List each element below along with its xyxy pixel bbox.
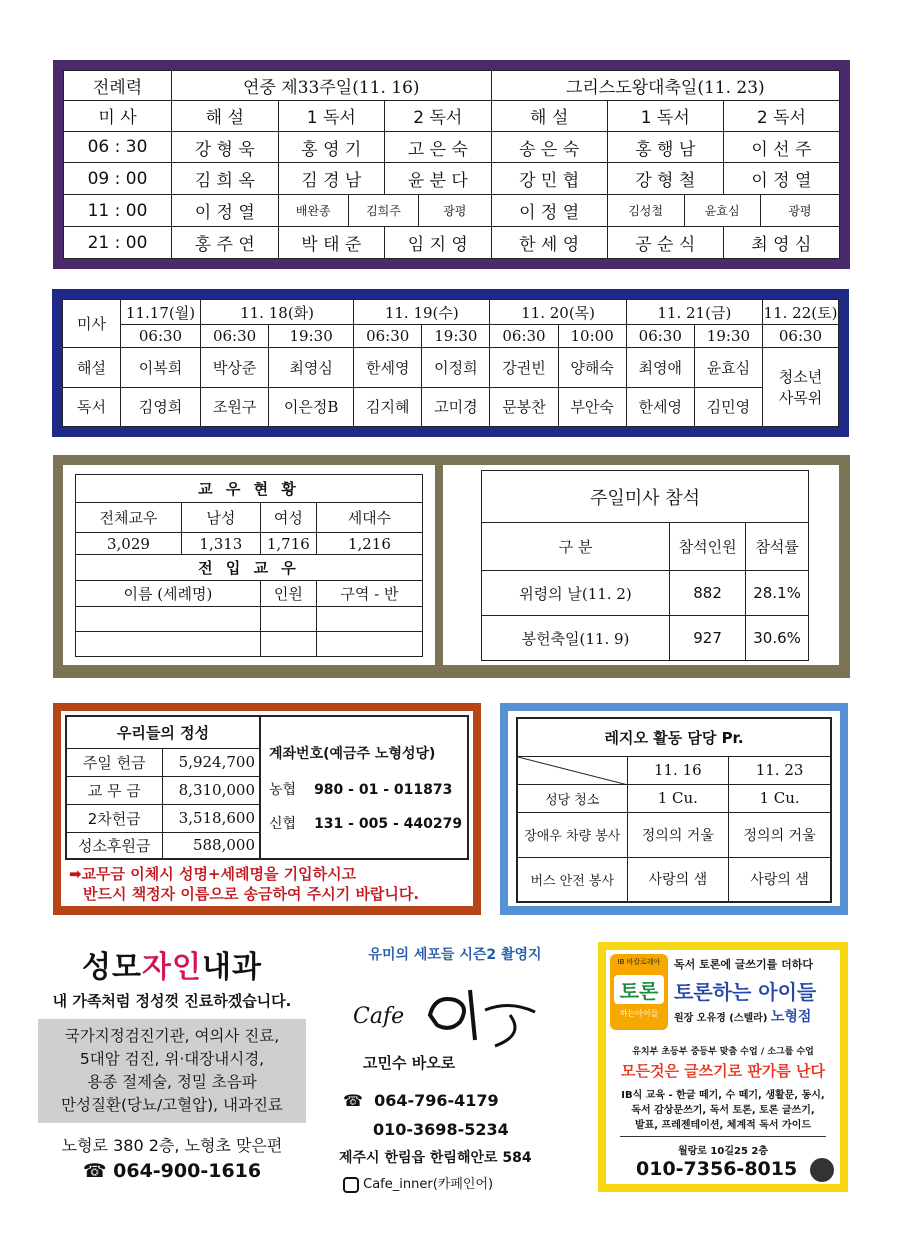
role-cell: 박 태 준 <box>278 227 385 259</box>
clinic-phone: ☎ 064-900-1616 <box>82 1160 262 1182</box>
academy-address: 월랑로 10길25 2층 <box>677 1146 769 1157</box>
commentary-cell: 강권빈 <box>490 348 558 387</box>
divider <box>620 1136 826 1137</box>
cafe-address: 제주시 한림읍 한림해안로 584 <box>339 1150 532 1166</box>
role-cell: 강 형 철 <box>607 163 723 195</box>
mass-time: 11 : 00 <box>64 195 172 227</box>
stat-value: 1,216 <box>316 533 422 555</box>
cafe-logo <box>335 970 575 1048</box>
legio-panel <box>500 703 848 915</box>
logo-small: 하는아이들 <box>619 1009 659 1018</box>
clinic-name-part: 성모 <box>82 950 143 985</box>
clinic-name <box>38 948 306 988</box>
role-cell: 이 선 주 <box>723 131 839 163</box>
day-header: 11. 18(화) <box>201 300 354 325</box>
reading-cell: 김영희 <box>121 387 201 426</box>
stat-header: 세대수 <box>316 503 422 533</box>
time-cell: 06:30 <box>763 325 839 348</box>
legio-value: 정의의 거울 <box>627 812 729 857</box>
legio-date: 11. 16 <box>627 756 729 784</box>
role-cell: 김희주 <box>349 195 419 226</box>
commentary-cell: 윤효심 <box>694 348 762 387</box>
role-cell: 강 형 욱 <box>172 131 279 163</box>
offering-label: 주일 헌금 <box>66 748 162 776</box>
time-cell: 19:30 <box>269 325 354 348</box>
stat-header: 남성 <box>181 503 260 533</box>
legio-value: 사랑의 샘 <box>627 857 729 902</box>
time-cell: 10:00 <box>558 325 626 348</box>
legio-value: 1 Cu. <box>729 784 831 812</box>
account-title: 계좌번호(예금주 노형성당) <box>269 745 436 762</box>
role-cell: 광평 <box>788 204 812 219</box>
col-name: 1 독서 <box>607 100 723 131</box>
commentary-cell: 이정희 <box>422 348 490 387</box>
cafe-logo-text: Cafe <box>353 1004 405 1029</box>
role-cell: 고 은 숙 <box>385 131 492 163</box>
time-cell: 06:30 <box>121 325 201 348</box>
legio-task: 성당 청소 <box>517 784 627 812</box>
chat-icon <box>810 1158 834 1182</box>
stat-value: 3,029 <box>76 533 182 555</box>
academy-phone: 010-7356-8015 <box>636 1158 798 1180</box>
new-header: 구역 - 반 <box>316 581 422 607</box>
service-line: 5대암 검진, 위·대장내시경, <box>79 1050 265 1068</box>
academy-director: 원장 오유경 (스텔라) <box>674 1013 768 1024</box>
role-cell: 윤 분 다 <box>385 163 492 195</box>
cafe-phone1-row <box>343 1091 575 1110</box>
legio-value: 사랑의 샘 <box>729 857 831 902</box>
attendance-header: 참석률 <box>746 523 809 571</box>
offering-label: 성소후원금 <box>66 832 162 859</box>
transfer-notice <box>65 864 469 904</box>
role-cell: 광평 <box>443 204 467 219</box>
sunday1-title: 연중 제33주일(11. 16) <box>172 71 492 101</box>
commentary-cell: 최영심 <box>269 348 354 387</box>
reading-cell: 고미경 <box>422 387 490 426</box>
academy-ad <box>598 942 848 1192</box>
commentary-cell: 양해숙 <box>558 348 626 387</box>
commentary-cell: 한세영 <box>354 348 422 387</box>
sunday-mass-table <box>63 70 840 259</box>
mass-time: 21 : 00 <box>64 227 172 259</box>
attendance-label: 위령의 날(11. 2) <box>482 571 670 616</box>
legio-value: 1 Cu. <box>627 784 729 812</box>
liturgical-calendar-label: 전례력 <box>64 71 172 101</box>
reading-cell: 이은정B <box>269 387 354 426</box>
new-header: 인원 <box>260 581 316 607</box>
legio-task: 버스 안전 봉사 <box>517 857 627 902</box>
role-cell: 최 영 심 <box>723 227 839 259</box>
offering-amount: 3,518,600 <box>162 804 260 832</box>
role-cell: 김성철 <box>608 195 684 226</box>
role-cell: 이 정 열 <box>172 195 279 227</box>
desc-line: 발표, 프레젠테이션, 체계적 독서 가이드 <box>634 1120 812 1131</box>
time-cell: 06:30 <box>626 325 694 348</box>
attendance-rate: 30.6% <box>746 616 809 661</box>
phone-icon: ☎ <box>343 1091 363 1110</box>
attendance-table <box>481 470 809 661</box>
parishioner-status <box>63 465 435 665</box>
academy-classes: 유치부 초등부 중등부 맞춤 수업 / 소그룹 수업 <box>632 1047 814 1057</box>
cafe-ad <box>335 944 575 1200</box>
legio-value: 정의의 거울 <box>729 812 831 857</box>
col-name: 2 독서 <box>723 100 839 131</box>
parishioner-table <box>75 474 423 657</box>
cafe-instagram-row <box>343 1173 575 1193</box>
mass-label: 미사 <box>63 300 121 348</box>
reading-cell: 부안숙 <box>558 387 626 426</box>
reading-label: 독서 <box>63 387 121 426</box>
diagonal-cell <box>517 756 627 784</box>
legio-task: 장애우 차량 봉사 <box>517 812 627 857</box>
day-header: 11. 22(토) <box>763 300 839 325</box>
role-cell: 임 지 영 <box>385 227 492 259</box>
attendance-count: 927 <box>670 616 746 661</box>
attendance-label: 봉헌축일(11. 9) <box>482 616 670 661</box>
service-line: 용종 절제술, 정밀 초음파 <box>87 1073 257 1091</box>
mass-time: 09 : 00 <box>64 163 172 195</box>
saturday-note-line: 청소년 <box>778 368 823 387</box>
logo-small-top: IB 바칼로레아 <box>617 958 661 966</box>
offerings-title: 우리들의 정성 <box>66 716 260 748</box>
stat-value: 1,313 <box>181 533 260 555</box>
bank-accounts <box>260 716 468 859</box>
academy-director-row <box>674 1006 811 1026</box>
desc-line: 독서 감상문쓰기, 독서 토론, 토론 글쓰기, <box>631 1105 815 1116</box>
cafe-phone: 064-796-4179 <box>374 1091 499 1110</box>
saturday-note <box>763 348 839 427</box>
cafe-tagline: 유미의 세포들 시즌2 촬영지 <box>368 947 542 963</box>
stats-panel <box>53 455 850 678</box>
sunday2-title: 그리스도왕대축일(11. 23) <box>491 71 839 101</box>
clinic-services <box>38 1019 306 1123</box>
reading-cell: 한세영 <box>626 387 694 426</box>
legio-title: 레지오 활동 담당 Pr. <box>517 718 831 756</box>
col-name: 2 독서 <box>385 100 492 131</box>
reading-cell: 김민영 <box>694 387 762 426</box>
cafe-logo-mark-icon <box>415 970 565 1048</box>
mass-row-label: 미 사 <box>64 100 172 131</box>
role-cell: 공 순 식 <box>607 227 723 259</box>
role-cell: 강 민 협 <box>491 163 607 195</box>
clinic-address: 노형로 380 2층, 노형초 맞은편 <box>61 1136 283 1155</box>
day-header: 11. 20(목) <box>490 300 626 325</box>
offering-amount: 5,924,700 <box>162 748 260 776</box>
time-cell: 06:30 <box>201 325 269 348</box>
day-header: 11. 19(수) <box>354 300 490 325</box>
role-cell: 홍 행 남 <box>607 131 723 163</box>
saturday-note-line: 사목위 <box>778 389 823 408</box>
commentary-cell: 박상준 <box>201 348 269 387</box>
col-name: 1 독서 <box>278 100 385 131</box>
new-members-title: 전 입 교 우 <box>76 555 423 581</box>
mass-time: 06 : 30 <box>64 131 172 163</box>
offerings-panel <box>53 703 481 915</box>
time-cell: 06:30 <box>490 325 558 348</box>
academy-name: 토론하는 아이들 <box>674 980 817 1004</box>
academy-topline: 독서 토론에 글쓰기를 더하다 <box>674 958 813 971</box>
account-number: 980 - 01 - 011873 <box>314 781 453 798</box>
clinic-ad <box>38 948 306 1198</box>
legio-table <box>516 717 832 903</box>
role-cell: 김 경 남 <box>278 163 385 195</box>
attendance-header: 구 분 <box>482 523 670 571</box>
offering-amount: 8,310,000 <box>162 776 260 804</box>
role-cell: 이 정 열 <box>491 195 607 227</box>
time-cell: 19:30 <box>694 325 762 348</box>
role-cell: 한 세 영 <box>491 227 607 259</box>
reading-cell: 김지혜 <box>354 387 422 426</box>
offering-label: 교 무 금 <box>66 776 162 804</box>
commentary-cell: 최영애 <box>626 348 694 387</box>
commentary-cell: 이복희 <box>121 348 201 387</box>
service-line: 국가지정검진기관, 여의사 진료, <box>64 1027 280 1045</box>
notice-line: 반드시 책정자 이름으로 송금하여 주시기 바랍니다. <box>83 885 420 903</box>
academy-headline: 모든것은 글쓰기로 판가름 난다 <box>620 1062 826 1080</box>
attendance-count: 882 <box>670 571 746 616</box>
role-cell: 송 은 숙 <box>491 131 607 163</box>
role-cell: 홍 영 기 <box>278 131 385 163</box>
attendance-panel <box>443 465 839 665</box>
weekday-mass-roster <box>52 289 849 437</box>
role-cell: 배완종 <box>279 195 349 226</box>
role-cell: 이 정 열 <box>723 163 839 195</box>
time-cell: 06:30 <box>354 325 422 348</box>
attendance-header: 참석인원 <box>670 523 746 571</box>
cafe-phone2: 010-3698-5234 <box>373 1120 509 1139</box>
service-line: 만성질환(당뇨/고혈압), 내과진료 <box>61 1096 283 1114</box>
notice-line: ➡교무금 이체시 성명+세례명을 기입하시고 <box>69 865 357 883</box>
reading-cell: 문봉찬 <box>490 387 558 426</box>
desc-line: IB식 교육 - 한글 떼기, 수 떼기, 생활문, 동시, <box>621 1090 825 1101</box>
parishioner-title: 교 우 현 황 <box>76 475 423 503</box>
diagonal-line <box>518 757 627 785</box>
new-header: 이름 (세례명) <box>76 581 261 607</box>
clinic-name-part: 내과 <box>201 950 262 985</box>
attendance-title: 주일미사 참석 <box>482 471 809 523</box>
role-cell: 김 희 옥 <box>172 163 279 195</box>
academy-branch: 노형점 <box>770 1009 812 1025</box>
time-cell: 19:30 <box>422 325 490 348</box>
logo-big: 토론 <box>614 975 664 1004</box>
cafe-instagram: Cafe_inner(카페인어) <box>363 1177 494 1192</box>
col-name: 해 설 <box>491 100 607 131</box>
role-cell: 윤효심 <box>684 195 760 226</box>
cafe-owner: 고민수 바오로 <box>363 1054 456 1072</box>
academy-desc <box>606 1088 840 1133</box>
instagram-icon <box>343 1177 359 1193</box>
stat-value: 1,716 <box>260 533 316 555</box>
stat-header: 여성 <box>260 503 316 533</box>
bank-name: 신협 <box>269 815 297 832</box>
clinic-name-highlight: 자인 <box>142 950 202 985</box>
academy-logo <box>610 954 668 1030</box>
bank-name: 농협 <box>269 781 297 798</box>
legio-date: 11. 23 <box>729 756 831 784</box>
sunday-mass-roster <box>53 60 850 269</box>
account-number: 131 - 005 - 440279 <box>314 815 463 832</box>
col-name: 해 설 <box>172 100 279 131</box>
offerings-table <box>65 715 469 860</box>
weekday-mass-table <box>62 299 839 427</box>
stat-header: 전체교우 <box>76 503 182 533</box>
attendance-rate: 28.1% <box>746 571 809 616</box>
role-cell: 홍 주 연 <box>172 227 279 259</box>
day-header: 11.17(월) <box>121 300 201 325</box>
day-header: 11. 21(금) <box>626 300 762 325</box>
commentary-label: 해설 <box>63 348 121 387</box>
offering-amount: 588,000 <box>162 832 260 859</box>
clinic-slogan: 내 가족처럼 정성껏 진료하겠습니다. <box>52 992 292 1010</box>
offering-label: 2차헌금 <box>66 804 162 832</box>
reading-cell: 조원구 <box>201 387 269 426</box>
